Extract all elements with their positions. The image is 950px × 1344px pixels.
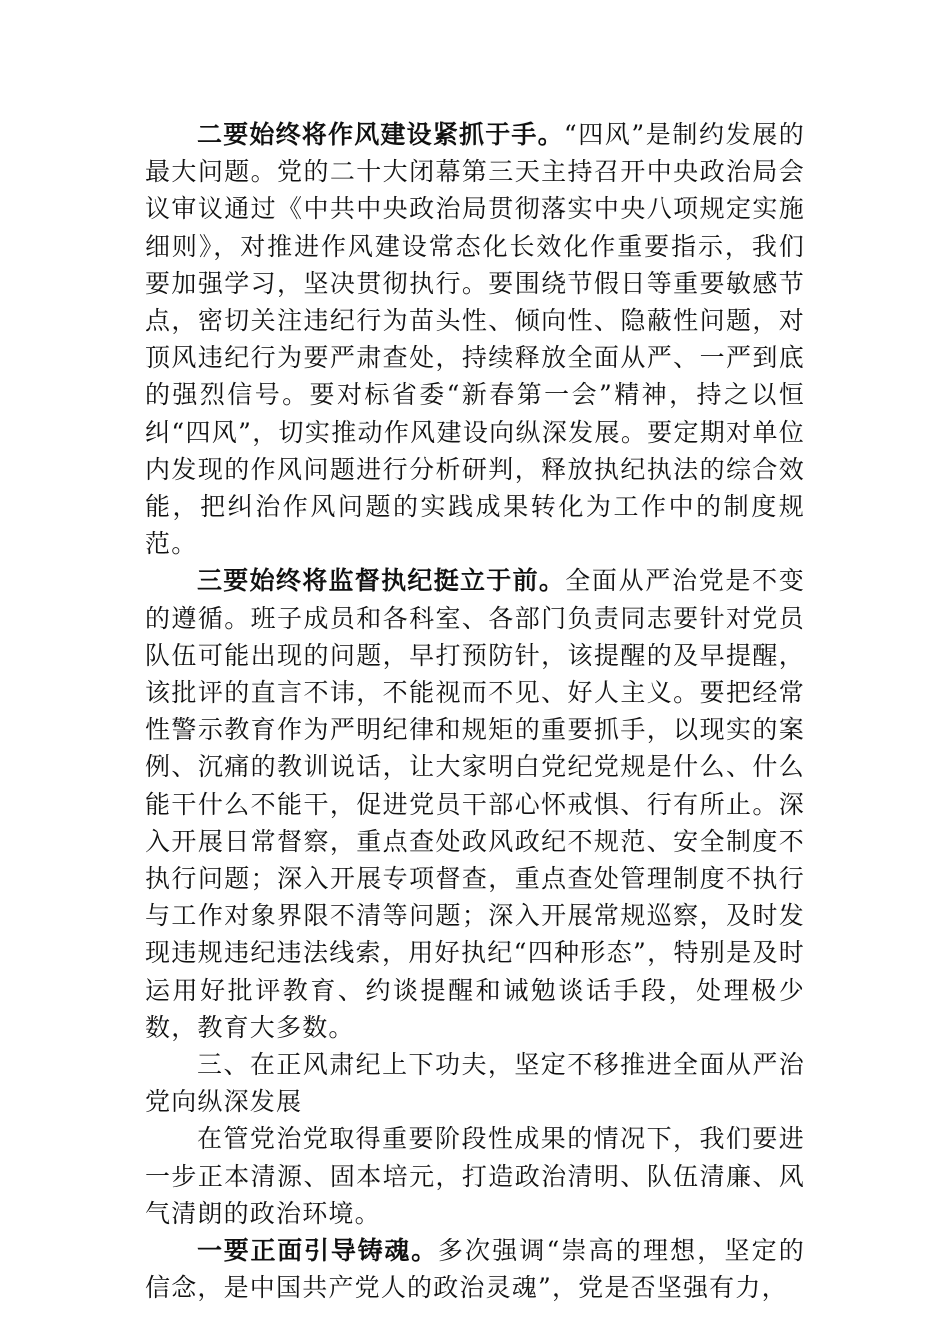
section-heading-text: 三、在正风肃纪上下功夫，坚定不移推进全面从严治党向纵深发展: [145, 1050, 805, 1117]
section-heading: [145, 1046, 805, 1120]
paragraph-lead: 二要始终将作风建设紧抓于手。: [197, 120, 564, 149]
paragraph-supervision: [145, 562, 805, 1046]
paragraph-text: “四风”是制约发展的最大问题。党的二十大闭幕第三天主持召开中央政治局会议审议通过《中共中央政治局贯彻落实中央八项规定实施细则》，对推进作风建设常态化长效化作重要指示，我们要加强学习，坚决贯彻执行。要围绕节假日等重要敏感节点，密切关注违纪行为苗头性、倾向性、隐蔽性问题，对顶风违纪行为要严肃查处，持续释放全面从严、一严到底的强烈信号。要对标省委“新春第一会”精神，持之以恒纠“四风”，切实推动作风建设向纵深发展。要定期对单位内发现的作风问题进行分析研判，释放执纪执法的综合效能，把纠治作风问题的实践成果转化为工作中的制度规范。: [145, 120, 806, 559]
paragraph-guidance: [145, 1232, 805, 1306]
paragraph-style-building: [145, 116, 805, 562]
paragraph-intro: [145, 1120, 805, 1232]
document-body: [145, 116, 805, 1307]
paragraph-text: 在管党治党取得重要阶段性成果的情况下，我们要进一步正本清源、固本培元，打造政治清明、队伍清廉、风气清朗的政治环境。: [145, 1124, 805, 1228]
paragraph-text: 全面从严治党是不变的遵循。班子成员和各科室、各部门负责同志要针对党员队伍可能出现的问题，早打预防针，该提醒的及早提醒，该批评的直言不讳，不能视而不见、好人主义。要把经常性警示教育作为严明纪律和规矩的重要抓手，以现实的案例、沉痛的教训说话，让大家明白党纪党规是什么、什么能干什么不能干，促进党员干部心怀戒惧、行有所止。深入开展日常督察，重点查处政风政纪不规范、安全制度不执行问题；深入开展专项督查，重点查处管理制度不执行与工作对象界限不清等问题；深入开展常规巡察，及时发现违规违纪违法线索，用好执纪“四种形态”，特别是及时运用好批评教育、约谈提醒和诫勉谈话手段，处理极少数，教育大多数。: [145, 566, 805, 1042]
paragraph-lead: 三要始终将监督执纪挺立于前。: [197, 566, 566, 596]
paragraph-lead: 一要正面引导铸魂。: [197, 1236, 438, 1266]
paragraph-text: 多次强调“崇高的理想，坚定的信念，是中国共产党人的政治灵魂”，党是否坚强有力，: [145, 1236, 805, 1303]
